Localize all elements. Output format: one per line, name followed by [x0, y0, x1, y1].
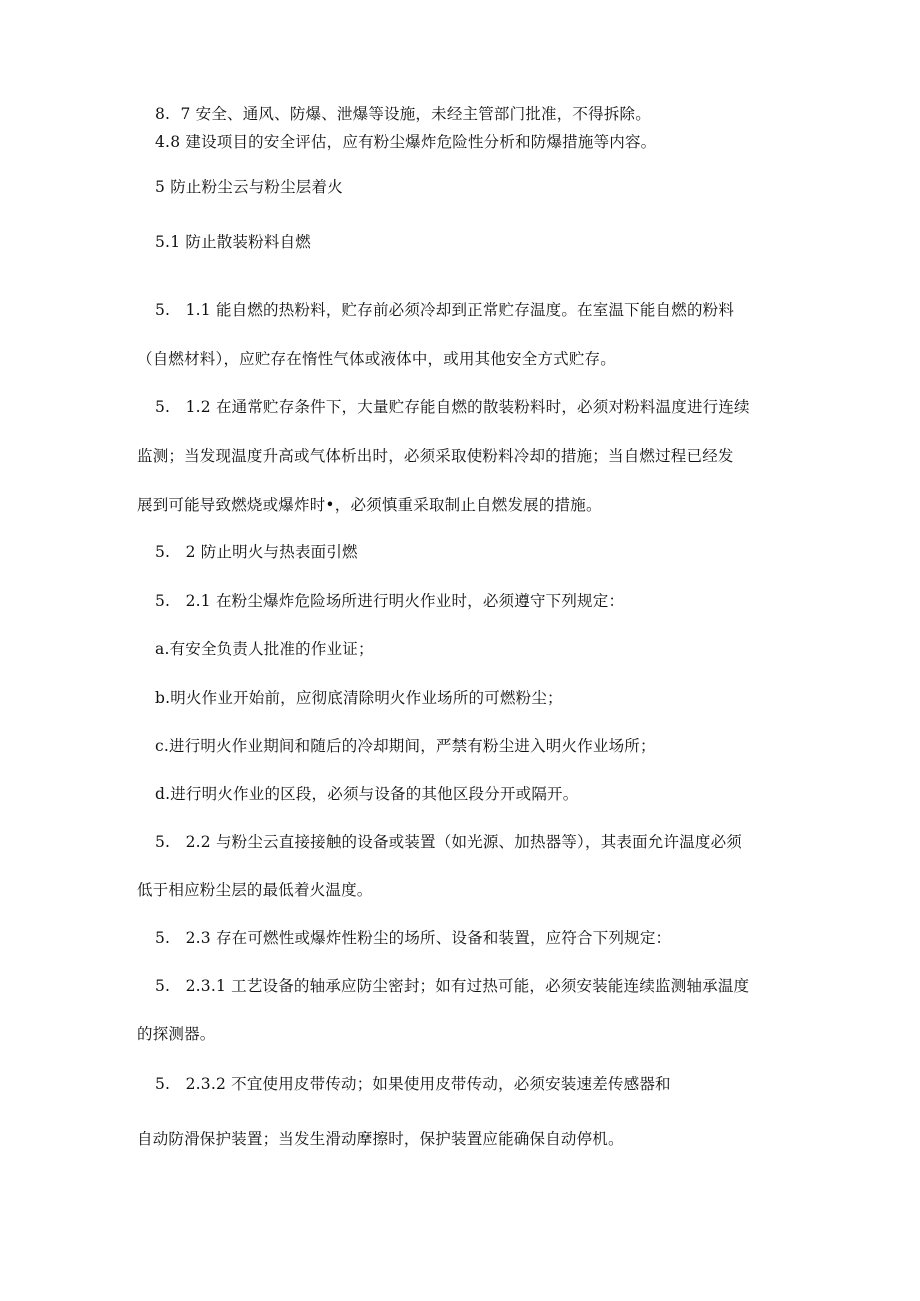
clause-5-1-1-cont: （自燃材料），应贮存在惰性气体或液体中，或用其他安全方式贮存。: [137, 350, 616, 368]
clause-5-1-2-cont-1: 监测；当发现温度升高或气体析出时，必须采取使粉料冷却的措施；当自燃过程已经发: [137, 447, 734, 465]
clause-5-2-2-cont: 低于相应粉尘层的最低着火温度。: [137, 881, 373, 899]
clause-5-1-1: 5. 1.1 能自燃的热粉料，贮存前必须冷却到正常贮存温度。在室温下能自燃的粉料: [155, 301, 735, 319]
clause-8-7: 8. 7 安全、通风、防爆、泄爆等设施，未经主管部门批准，不得拆除。: [155, 105, 651, 123]
clause-5-2-3-1: 5. 2.3.1 工艺设备的轴承应防尘密封；如有过热可能，必须安装能连续监测轴承温度: [155, 977, 750, 995]
clause-5-2-2: 5. 2.2 与粉尘云直接接触的设备或装置（如光源、加热器等），其表面允许温度必须: [155, 833, 742, 851]
clause-5-1-2: 5. 1.2 在通常贮存条件下，大量贮存能自燃的散装粉料时，必须对粉料温度进行连续: [155, 398, 750, 416]
section-heading-5-2: 5. 2 防止明火与热表面引燃: [155, 543, 358, 561]
section-heading-5-1: 5.1 防止散装粉料自燃: [155, 233, 311, 251]
clause-5-2-3-1-cont: 的探测器。: [137, 1025, 216, 1043]
list-item-b: b.明火作业开始前，应彻底清除明火作业场所的可燃粉尘；: [155, 689, 563, 707]
clause-4-8: 4.8 建设项目的安全评估，应有粉尘爆炸危险性分析和防爆措施等内容。: [155, 133, 657, 151]
clause-5-1-2-cont-2: 展到可能导致燃烧或爆炸时•，必须慎重采取制止自燃发展的措施。: [137, 496, 602, 514]
list-item-c: c.进行明火作业期间和随后的冷却期间，严禁有粉尘进入明火作业场所；: [155, 737, 656, 755]
list-item-d: d.进行明火作业的区段，必须与设备的其他区段分开或隔开。: [155, 785, 579, 803]
section-heading-5: 5 防止粉尘云与粉尘层着火: [155, 178, 343, 196]
clause-5-2-3-2: 5. 2.3.2 不宜使用皮带传动；如果使用皮带传动，必须安装速差传感器和: [155, 1075, 671, 1093]
list-item-a: a.有安全负责人批准的作业证；: [155, 640, 374, 658]
clause-5-2-3-2-cont: 自动防滑保护装置；当发生滑动摩擦时，保护装置应能确保自动停机。: [137, 1130, 624, 1148]
clause-5-2-3: 5. 2.3 存在可燃性或爆炸性粉尘的场所、设备和装置，应符合下列规定：: [155, 929, 672, 947]
clause-5-2-1: 5. 2.1 在粉尘爆炸危险场所进行明火作业时，必须遵守下列规定：: [155, 592, 625, 610]
